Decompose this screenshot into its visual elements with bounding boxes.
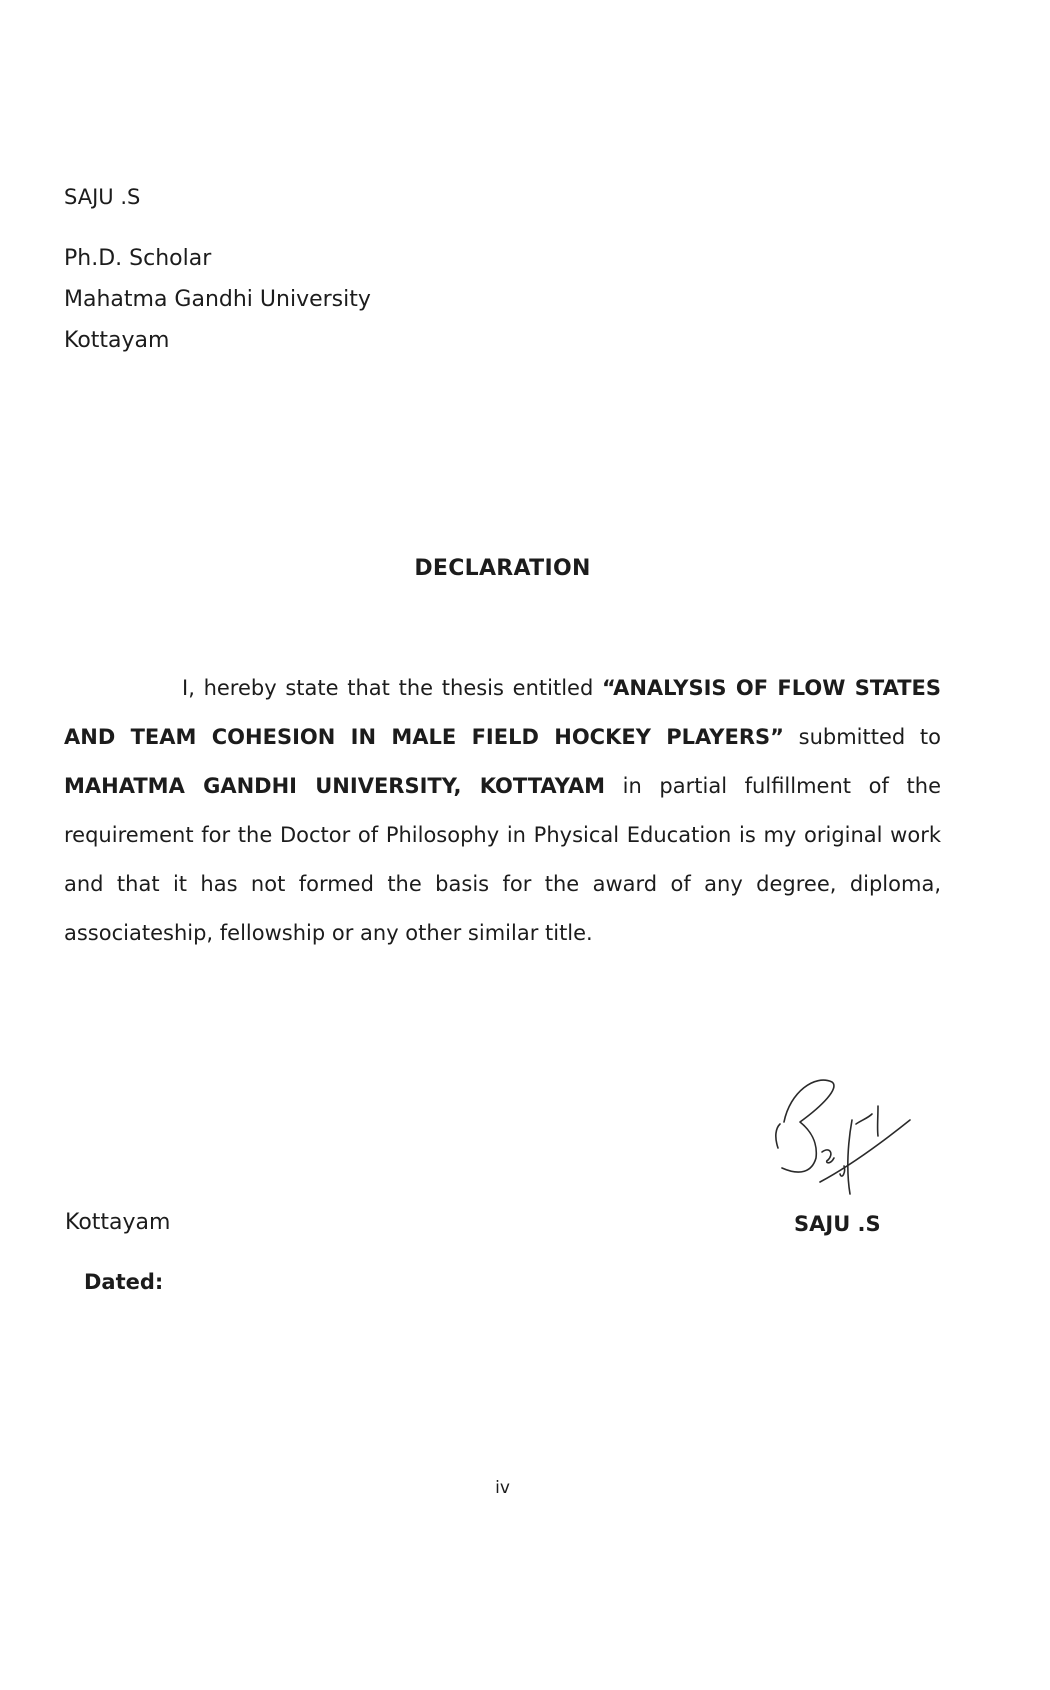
page-number: iv [495,1478,510,1498]
declaration-remainder: in partial fulfillment of the requirement for the Doctor of Philosophy in Physical Education is my original work and that it has not formed the basis for the award of any degree, diploma, associateship, fellowship or any other similar title. [64,774,942,945]
university-name: MAHATMA GANDHI UNIVERSITY, KOTTAYAM [64,774,605,798]
author-location: Kottayam [64,328,170,353]
signature-icon [760,1062,930,1222]
signature-stroke-4 [848,1120,852,1194]
submitted-to-text: submitted to [783,725,941,749]
declaration-intro: I, hereby state that the thesis entitled [182,676,602,700]
dated-label: Dated: [84,1270,164,1294]
signatory-name: SAJU .S [794,1212,881,1236]
author-name: SAJU .S [64,185,141,209]
author-designation: Ph.D. Scholar [64,246,212,271]
signature-stroke-1 [782,1080,834,1172]
document-title: DECLARATION [414,556,591,581]
signature-stroke-3 [822,1150,834,1163]
signature-stroke-7 [856,1114,872,1124]
place-label: Kottayam [65,1210,171,1235]
author-block [64,182,371,361]
signature-stroke-5 [820,1120,910,1182]
thesis-title: “ANALYSIS OF FLOW STATES AND TEAM COHESION IN MALE FIELD HOCKEY PLAYERS” [64,676,942,749]
author-institution: Mahatma Gandhi University [64,287,371,312]
declaration-paragraph [64,664,941,958]
signature-strokes [776,1080,910,1194]
signature-stroke-8 [840,1166,845,1176]
signature-stroke-2 [776,1124,780,1148]
